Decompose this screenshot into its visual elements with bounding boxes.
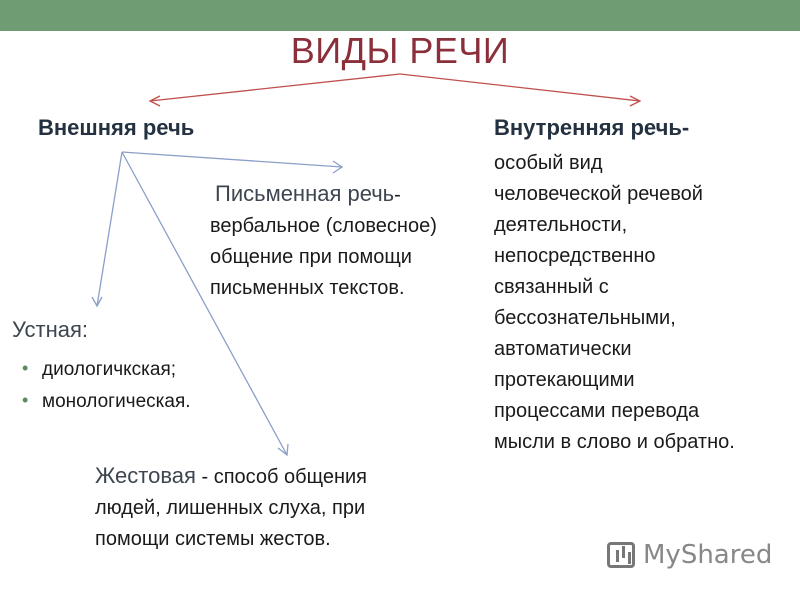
arrow-to-external: [150, 74, 400, 101]
gesture-speech-block: [95, 460, 367, 555]
internal-speech-definition: [494, 148, 735, 458]
internal-line: автоматически: [494, 338, 632, 360]
title-arrows: [150, 74, 640, 106]
internal-line: протекающими: [494, 369, 635, 391]
internal-line: бессознательными,: [494, 307, 676, 329]
written-line: вербальное (словесное): [210, 215, 437, 237]
internal-line: процессами перевода: [494, 400, 700, 422]
internal-line: непосредственно: [494, 245, 656, 267]
list-item: • монологическая.: [12, 386, 191, 418]
chart-icon: [607, 542, 635, 568]
gesture-line: людей, лишенных слуха, при: [95, 497, 366, 519]
internal-line: особый вид: [494, 152, 603, 174]
arrowhead-gesture: [278, 444, 288, 455]
external-speech-label: Внешняя речь: [38, 115, 195, 140]
myshared-logo: [607, 538, 772, 572]
gesture-line: - способ общения: [201, 466, 368, 488]
logo-text: MyShared: [643, 540, 773, 570]
internal-line: человеческой речевой: [494, 183, 703, 205]
internal-speech-heading: [494, 115, 689, 141]
internal-dash: -: [681, 115, 690, 140]
gesture-line: помощи системы жестов.: [95, 528, 331, 550]
arrow-to-written: [122, 152, 342, 167]
oral-speech-list: [12, 354, 191, 418]
arrow-to-internal: [400, 74, 640, 101]
gesture-speech-label: Жестовая: [95, 463, 196, 488]
arrow-to-oral: [97, 152, 122, 306]
internal-line: мысли в слово и обратно.: [494, 431, 735, 453]
written-dash: -: [394, 184, 401, 206]
list-item: • диологичкская;: [12, 354, 191, 386]
internal-line: связанный с: [494, 276, 609, 298]
internal-speech-label: Внутренняя речь: [494, 115, 682, 140]
internal-line: деятельности,: [494, 214, 628, 236]
diagram-title: ВИДЫ РЕЧИ: [290, 30, 510, 71]
written-speech-block: [210, 178, 437, 304]
oral-speech-label: Устная:: [12, 317, 88, 342]
written-line: общение при помощи: [210, 246, 412, 268]
written-speech-label: Письменная речь: [215, 181, 395, 206]
written-line: письменных текстов.: [210, 277, 405, 299]
